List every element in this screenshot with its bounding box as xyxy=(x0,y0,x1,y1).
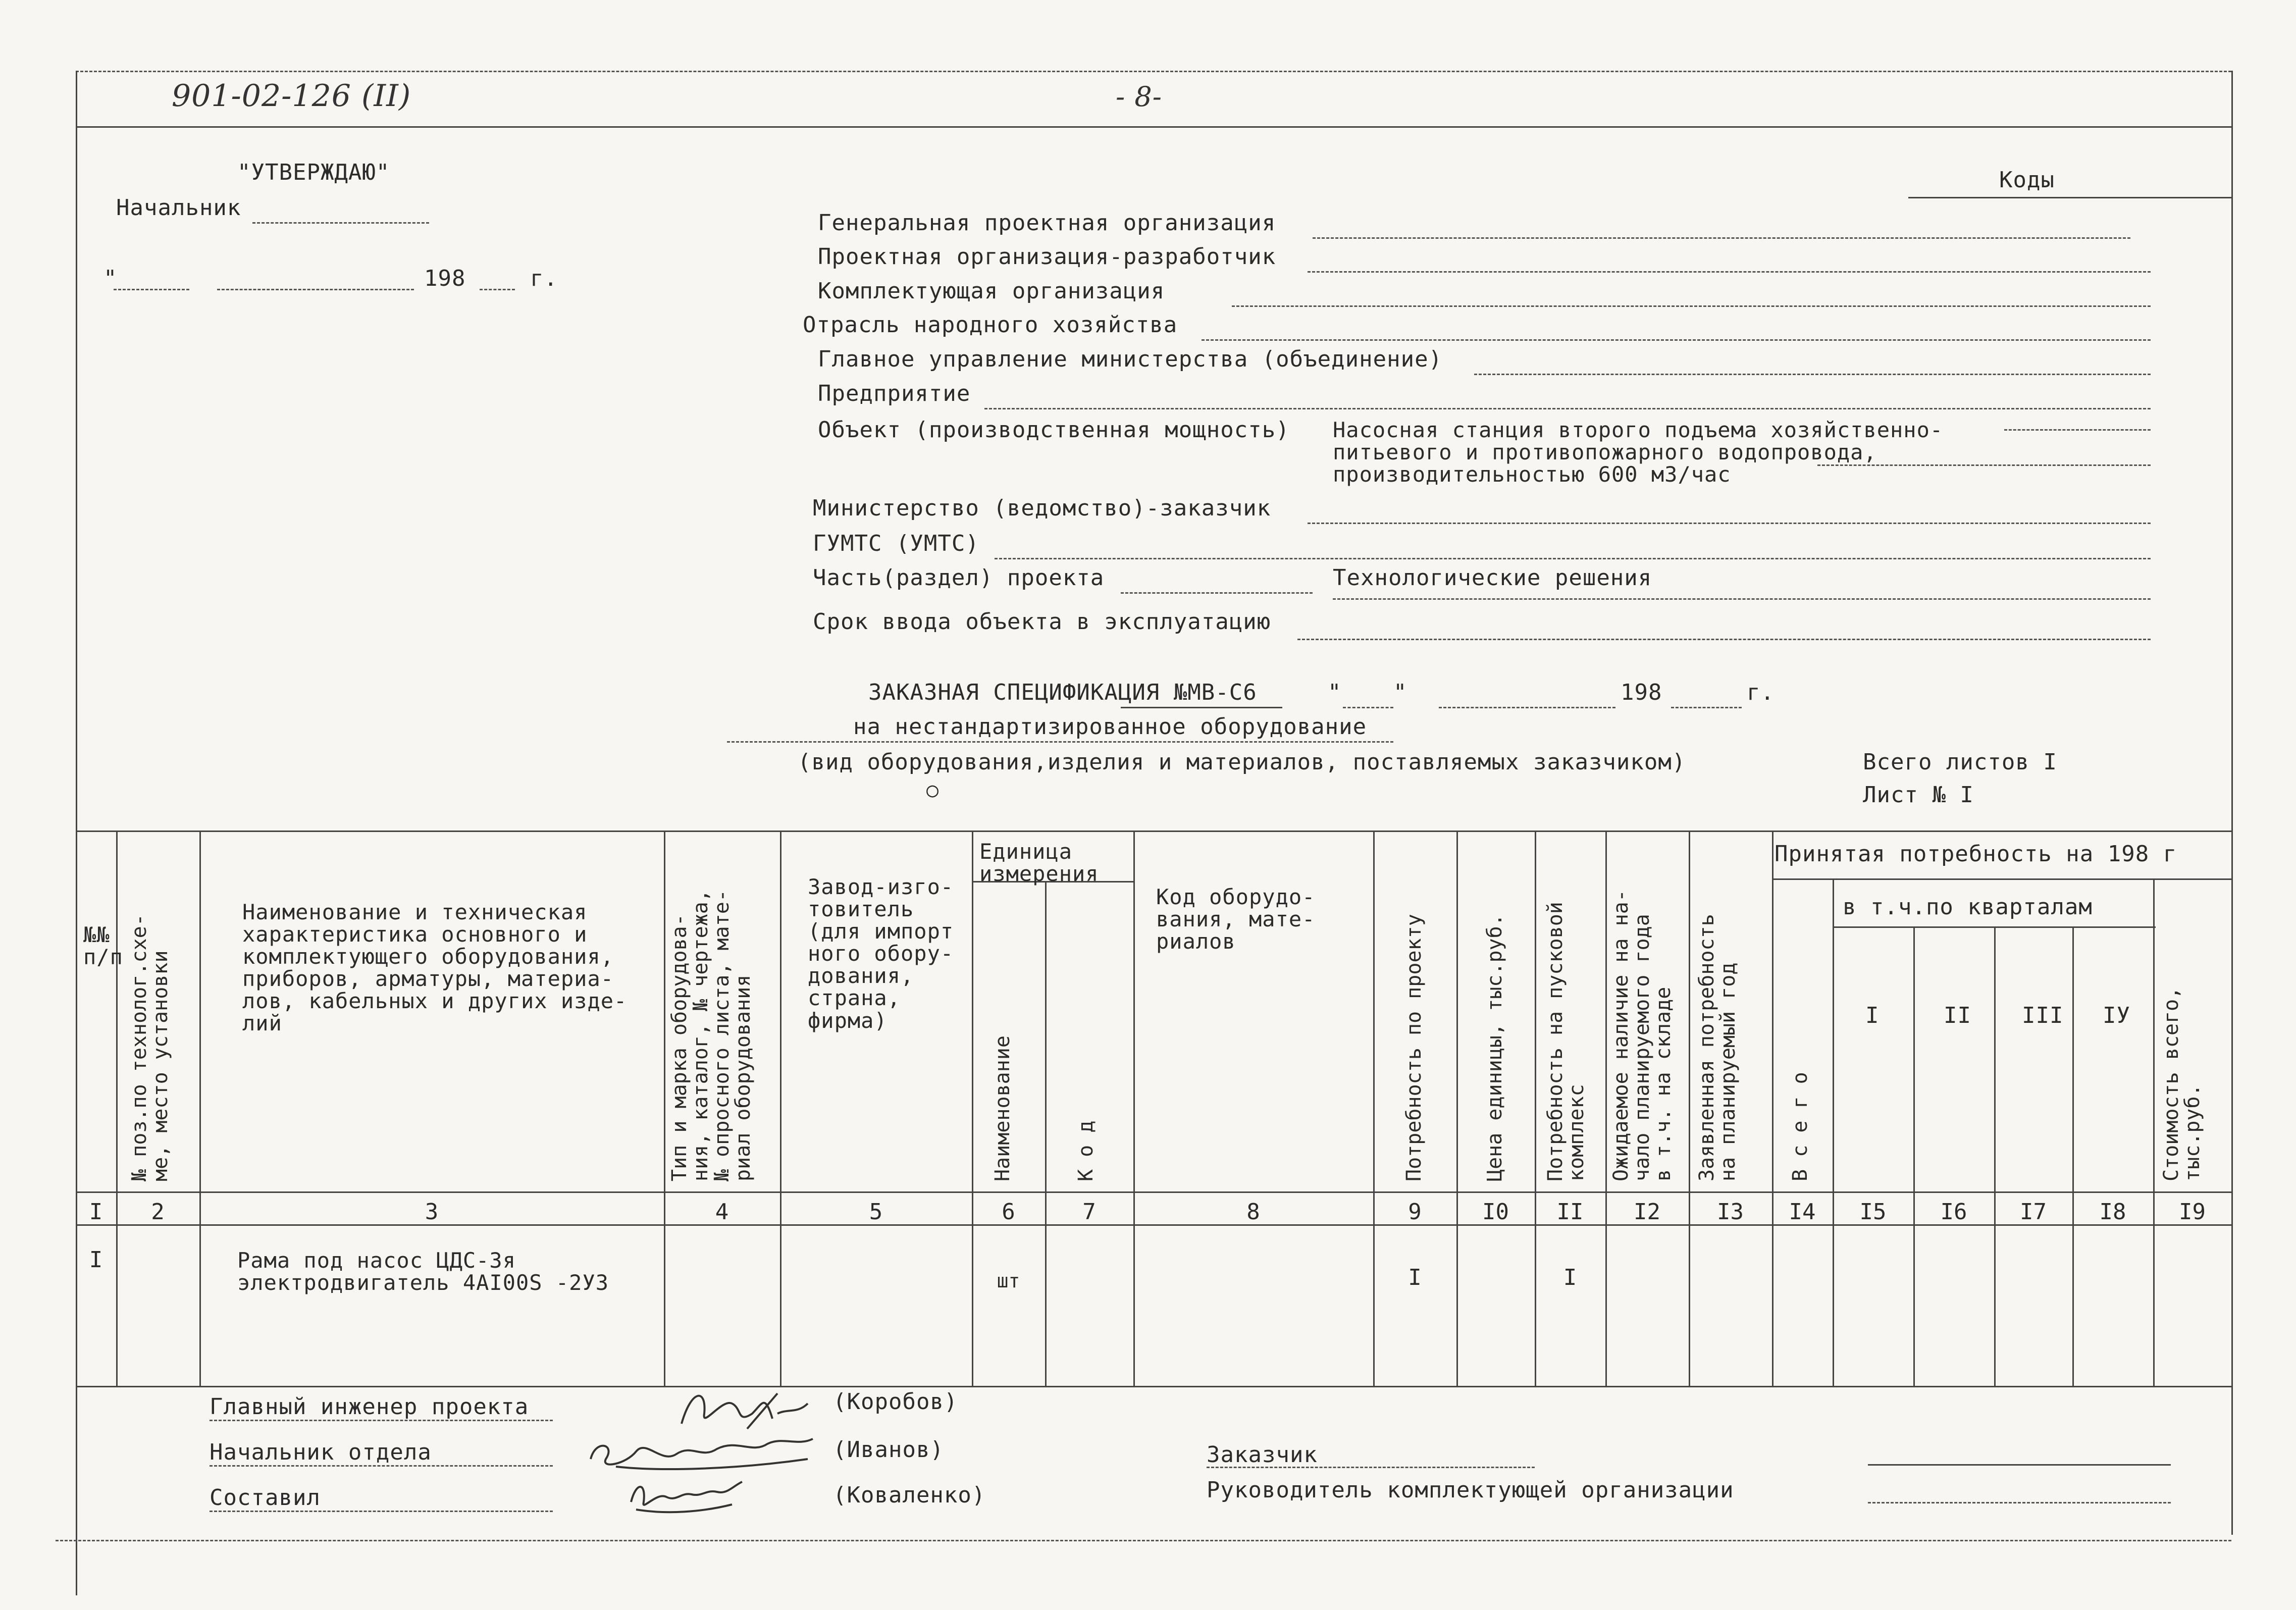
sig-dept-head-name: (Иванов) xyxy=(833,1437,944,1463)
field-part-label: Часть(раздел) проекта xyxy=(813,565,1105,591)
field-main-dept-line xyxy=(1474,374,2151,375)
col-sep-10 xyxy=(1535,830,1536,1386)
field-dev-org-line xyxy=(1308,271,2151,273)
hdr-unit-price: Цена единицы, тыс.руб. xyxy=(1483,914,1506,1181)
frame-right-line xyxy=(2231,71,2233,1535)
header-divider xyxy=(76,126,2231,128)
spec-year-suffix: г. xyxy=(1747,680,1775,705)
spec-title: ЗАКАЗНАЯ СПЕЦИФИКАЦИЯ №МВ-С6 xyxy=(868,680,1257,705)
spec-year-line xyxy=(1671,707,1742,708)
field-ministry-line xyxy=(1308,523,2151,524)
row-unit: шт xyxy=(997,1270,1020,1292)
colnum-3: 3 xyxy=(425,1199,439,1225)
colnum-10: I0 xyxy=(1482,1199,1509,1225)
hdr-type: Тип и марка оборудова- ния, каталог, № чертежа, № опросного листа, мате- риал оборудования xyxy=(668,890,755,1181)
date-quote: " xyxy=(103,266,118,291)
field-general-org: Генеральная проектная организация xyxy=(818,210,1276,236)
hdr-unit: Единица измерения xyxy=(979,839,1099,887)
colnum-5: 5 xyxy=(869,1199,883,1225)
col-sep-6 xyxy=(1045,881,1047,1386)
sheet-number: Лист № I xyxy=(1863,782,1974,808)
sig-chief-engineer-label: Главный инженер проекта xyxy=(210,1394,529,1420)
doc-code: 901-02-126 (II) xyxy=(172,78,411,114)
page-number: - 8- xyxy=(1116,81,1163,113)
field-deadline-line xyxy=(1297,639,2151,640)
sig-compiler-line xyxy=(210,1511,553,1512)
field-object-label: Объект (производственная мощность) xyxy=(818,417,1290,443)
hdr-start-need: Потребность на пусковой комплекс xyxy=(1544,902,1588,1181)
field-gumts-line xyxy=(995,558,2151,559)
signature-compiler xyxy=(626,1472,747,1517)
row-project-need: I xyxy=(1408,1265,1422,1290)
col-sep-2 xyxy=(199,830,201,1386)
col-sep-15 xyxy=(1913,926,1915,1386)
hdr-name: Наименование и техническая характеристика основного и комплектующего оборудования, приборов, арматуры, материа- лов, кабельных и других изде- лий xyxy=(242,900,628,1036)
date-day-underline xyxy=(114,289,189,290)
sig-dept-head-label: Начальник отдела xyxy=(210,1439,432,1465)
row-start-need: I xyxy=(1563,1265,1577,1290)
colnum-2: 2 xyxy=(151,1199,165,1225)
hdr-num: №№ п/п xyxy=(83,922,123,970)
spec-subtitle: на нестандартизированное оборудование xyxy=(853,714,1367,740)
colnum-4: 4 xyxy=(715,1199,729,1225)
field-part-value: Технологические решения xyxy=(1333,565,1652,591)
colnum-8: 8 xyxy=(1246,1199,1260,1225)
header-bottom-line xyxy=(76,1191,2231,1193)
field-general-org-line xyxy=(1313,237,2130,239)
sig-compiler-name: (Коваленко) xyxy=(833,1482,986,1508)
sig-chief-engineer-name: (Коробов) xyxy=(833,1389,958,1415)
sig-customer-line xyxy=(1207,1467,1535,1468)
field-part-line-a xyxy=(1121,592,1313,594)
colnum-15: I5 xyxy=(1859,1199,1887,1225)
col-sep-16 xyxy=(1994,926,1996,1386)
row-number: I xyxy=(89,1247,103,1273)
sig-customer-line-2 xyxy=(1868,1464,2171,1466)
hdr-accepted: Принятая потребность на 198 г xyxy=(1775,841,2177,867)
colnum-7: 7 xyxy=(1082,1199,1096,1225)
codes-underline xyxy=(1908,197,2231,198)
col-sep-11 xyxy=(1605,830,1607,1386)
field-enterprise-line xyxy=(984,408,2151,409)
spec-day-line xyxy=(1343,707,1393,708)
date-year-underline xyxy=(480,289,515,290)
field-dev-org: Проектная организация-разработчик xyxy=(818,244,1276,270)
colnum-1: I xyxy=(89,1199,103,1225)
hdr-factory: Завод-изго- товитель (для импорт ного обору- дования, страна, фирма) xyxy=(808,874,954,1033)
hdr-project-need: Потребность по проекту xyxy=(1402,914,1426,1181)
date-year: 198 xyxy=(424,266,466,291)
frame-left-line xyxy=(76,71,77,1595)
spec-month-line xyxy=(1439,707,1615,708)
rows-bottom-line xyxy=(76,1386,2231,1387)
col-sep-4 xyxy=(780,830,781,1386)
colnum-9: 9 xyxy=(1408,1199,1422,1225)
codes-label: Коды xyxy=(1999,167,2055,193)
field-branch-line xyxy=(1202,339,2151,341)
frame-bottom-line xyxy=(56,1540,2231,1541)
sig-compl-head-label: Руководитель комплектующей организации xyxy=(1207,1477,1734,1503)
colnum-17: I7 xyxy=(2020,1199,2047,1225)
hdr-q1: I xyxy=(1865,1003,1880,1028)
col-sep-18 xyxy=(2153,878,2155,1386)
spec-subtitle-line xyxy=(727,741,1393,743)
col-sep-12 xyxy=(1689,830,1690,1386)
colnum-11: II xyxy=(1556,1199,1584,1225)
sig-dept-head-line xyxy=(210,1465,553,1467)
field-compl-org-line xyxy=(1232,305,2151,307)
hdr-quarters: в т.ч.по кварталам xyxy=(1843,894,2093,920)
colnum-16: I6 xyxy=(1940,1199,1967,1225)
hdr-total: В с е г о xyxy=(1789,1072,1812,1181)
field-branch: Отрасль народного хозяйства xyxy=(803,312,1178,338)
field-object-value: Насосная станция второго подъема хозяйственно- питьевого и противопожарного водопровода, производительностью 600 м3/час xyxy=(1333,418,1944,487)
colnum-13: I3 xyxy=(1717,1199,1744,1225)
spec-note: (вид оборудования,изделия и материалов, поставляемых заказчиком) xyxy=(798,749,1686,775)
col-sep-8 xyxy=(1373,830,1375,1386)
date-month-underline xyxy=(217,289,414,290)
approval-title: "УТВЕРЖДАЮ" xyxy=(237,160,390,185)
field-object-line-2 xyxy=(1817,464,2151,466)
colnum-18: I8 xyxy=(2099,1199,2126,1225)
colnum-12: I2 xyxy=(1634,1199,1660,1225)
field-object-line xyxy=(2004,429,2151,431)
sig-chief-engineer-line xyxy=(210,1420,553,1421)
colnum-14: I4 xyxy=(1789,1199,1816,1225)
col-sep-14 xyxy=(1833,878,1834,1386)
sig-customer-label: Заказчик xyxy=(1207,1442,1318,1468)
colnum-19: I9 xyxy=(2179,1199,2206,1225)
sig-compiler-label: Составил xyxy=(210,1485,321,1511)
colnum-6: 6 xyxy=(1002,1199,1015,1225)
hdr-q2: II xyxy=(1944,1003,1971,1028)
spec-quote-open: " xyxy=(1328,680,1342,705)
field-enterprise: Предприятие xyxy=(818,381,971,406)
field-ministry: Министерство (ведомство)-заказчик xyxy=(813,495,1271,521)
hdr-q4: IУ xyxy=(2103,1003,2130,1028)
hdr-declared: Заявленная потребность на планируемый год xyxy=(1695,914,1740,1181)
field-part-line-b xyxy=(1333,598,2151,600)
hdr-expected: Ожидаемое наличие на на- чало планируемого года в т.ч. на складе xyxy=(1609,890,1675,1181)
col-sep-1 xyxy=(116,830,118,1386)
col-sep-9 xyxy=(1456,830,1458,1386)
spec-year: 198 xyxy=(1621,680,1662,705)
spec-quote-close: " xyxy=(1393,680,1407,705)
sheets-total: Всего листов I xyxy=(1863,749,2057,775)
hdr-unit-code: К о д xyxy=(1074,1120,1098,1181)
hdr-equip-code: Код оборудо- вания, мате- риалов xyxy=(1156,885,1316,954)
sig-compl-head-line xyxy=(1868,1502,2171,1503)
frame-top-line xyxy=(76,71,2231,72)
spec-number-underline xyxy=(1121,707,1282,708)
approval-position: Начальник xyxy=(116,195,241,221)
field-gumts: ГУМТС (УМТС) xyxy=(813,531,979,556)
position-underline xyxy=(252,222,429,224)
col-sep-13 xyxy=(1772,830,1773,1386)
date-suffix: г. xyxy=(530,266,558,291)
field-compl-org: Комплектующая организация xyxy=(818,278,1165,304)
field-main-dept: Главное управление министерства (объединение) xyxy=(818,346,1443,372)
col-sep-17 xyxy=(2072,926,2074,1386)
accepted-divider xyxy=(1772,878,2231,880)
hdr-pos: № поз.по технолог.схе- ме, место установки xyxy=(128,914,172,1181)
table-top-line xyxy=(76,830,2231,832)
col-sep-3 xyxy=(664,830,665,1386)
col-sep-5 xyxy=(972,830,973,1386)
hdr-unit-name: Наименование xyxy=(991,1035,1014,1181)
signature-dept-head xyxy=(586,1424,823,1479)
circle-mark: ○ xyxy=(926,778,940,802)
col-sep-7 xyxy=(1133,830,1135,1386)
hdr-cost: Стоимость всего, тыс.руб. xyxy=(2160,986,2204,1181)
row-name: Рама под насос ЦДС-3я электродвигатель 4АI00S -2УЗ xyxy=(237,1248,609,1295)
hdr-q3: III xyxy=(2022,1003,2064,1028)
field-deadline: Срок ввода объекта в эксплуатацию xyxy=(813,609,1271,635)
